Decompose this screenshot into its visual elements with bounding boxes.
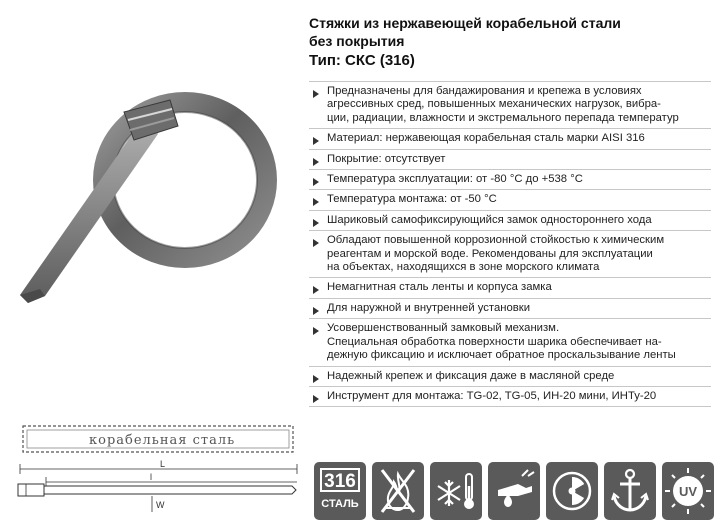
feature-list [309, 81, 711, 407]
triangle-bullet-icon [313, 395, 319, 403]
triangle-bullet-icon [313, 327, 319, 335]
feature-text-line: Специальная обработка поверхности шарика обеспечивает на- [327, 335, 662, 348]
feature-item [309, 81, 711, 128]
page-title-line1: Стяжки из нержавеющей корабельной стали [309, 15, 621, 31]
triangle-bullet-icon [313, 286, 319, 294]
steel-word: СТАЛЬ [321, 498, 359, 510]
feature-item [309, 210, 711, 230]
feature-text-line: Предназначены для бандажирования и крепежа в условиях [327, 85, 642, 97]
feature-text-line: агрессивных сред, повышенных механических нагрузок, вибра- [327, 98, 661, 111]
engraving-text: корабельная сталь [89, 433, 236, 448]
feature-text-line: Шариковый самофиксирующийся замок одностороннего хода [327, 213, 652, 226]
feature-item [309, 149, 711, 169]
frost-resistant-icon [430, 462, 482, 520]
triangle-bullet-icon [313, 198, 319, 206]
feature-item [309, 277, 711, 297]
triangle-bullet-icon [313, 90, 319, 98]
feature-text-line: на объектах, находящихся в зоне морского климата [327, 261, 600, 274]
feature-text-line: дежную фиксацию и исключает обратное проскальзывание ленты [327, 349, 676, 362]
steel-grade-number: 316 [320, 468, 360, 492]
feature-text-line: Усовершенствованный замковый механизм. [327, 322, 560, 335]
feature-text-line: Покрытие: отсутствует [327, 152, 446, 165]
oil-resistant-icon [488, 462, 540, 520]
triangle-bullet-icon [313, 307, 319, 315]
feature-item [309, 189, 711, 209]
triangle-bullet-icon [313, 158, 319, 166]
feature-text-line: Для наружной и внутренней установки [327, 301, 531, 314]
triangle-bullet-icon [313, 375, 319, 383]
cable-tie-photo [0, 60, 300, 320]
feature-text-line: Температура монтажа: от -50 °C [327, 193, 497, 206]
triangle-bullet-icon [313, 219, 319, 227]
dim-length-label: L [160, 459, 166, 469]
feature-text-line: Обладают повышенной коррозионной стойкостью к химическим [327, 234, 665, 247]
feature-item [309, 366, 711, 386]
property-badges [309, 462, 720, 524]
uv-resistant-icon [662, 462, 714, 520]
feature-item [309, 298, 711, 318]
feature-item [309, 230, 711, 277]
product-type: Тип: СКС (316) [309, 52, 415, 69]
feature-item [309, 169, 711, 189]
radiation-resistant-icon [546, 462, 598, 520]
fire-resistant-icon [372, 462, 424, 520]
feature-text-line: реагентам и морской воде. Рекомендованы для эксплуатации [327, 247, 653, 260]
dim-inner-label: l [150, 472, 152, 482]
marine-anchor-icon [604, 462, 656, 520]
triangle-bullet-icon [313, 178, 319, 186]
feature-text-line: Инструмент для монтажа: TG-02, TG-05, ИН-20 мини, ИНТу-20 [327, 389, 657, 402]
feature-text-line: Надежный крепеж и фиксация даже в масляной среде [327, 369, 615, 382]
dim-width-label: W [156, 500, 165, 510]
feature-text-line: Немагнитная сталь ленты и корпуса замка [327, 281, 552, 294]
feature-text-line: Температура эксплуатации: от -80 °C до +538 °C [327, 173, 583, 186]
feature-item [309, 128, 711, 148]
triangle-bullet-icon [313, 239, 319, 247]
feature-text-line: ции, радиации, влажности и экстремального перепада температур [327, 111, 679, 124]
triangle-bullet-icon [313, 137, 319, 145]
page-title-line2: без покрытия [309, 33, 405, 49]
feature-item [309, 386, 711, 407]
title-block [309, 14, 709, 72]
feature-item [309, 318, 711, 365]
316-steel-badge [314, 462, 366, 520]
feature-text-line: Материал: нержавеющая корабельная сталь марки AISI 316 [327, 132, 645, 145]
uv-label: UV [678, 484, 698, 499]
